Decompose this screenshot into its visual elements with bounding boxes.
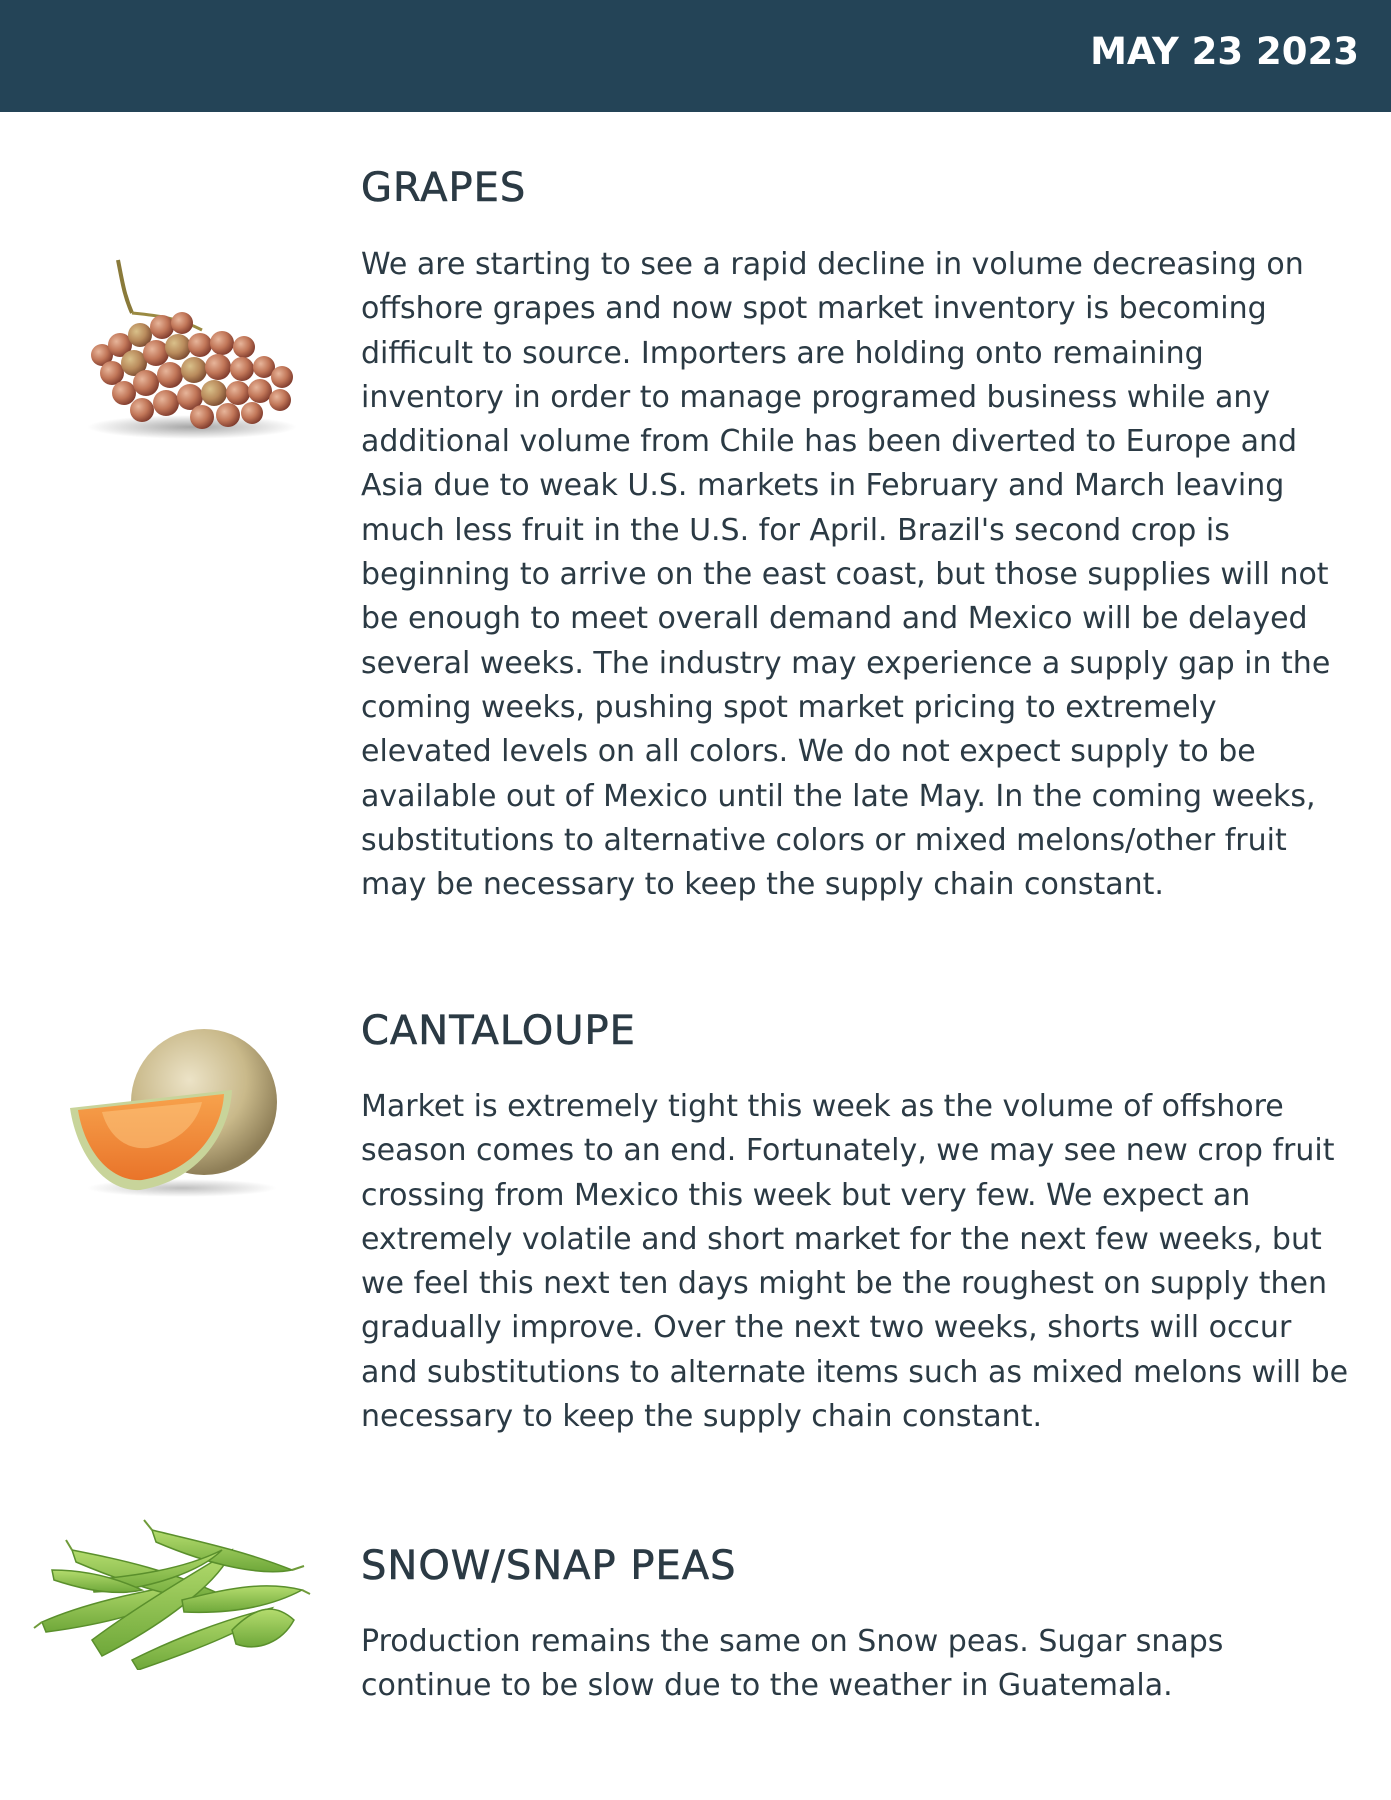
cantaloupe-body: Market is extremely tight this week as the volume of offshore season comes to an end. Fortunately, we may see new crop fruit crossing from Mexico this week but very few. We expect an extremely volatile and short market for the next few weeks, but we feel this next ten days might be the roughest on supply then gradually improve. Over the next two weeks, shorts will occur and substitutions to alternate items such as mixed melons will be necessary to keep the supply chain constant. xyxy=(361,1089,1349,1435)
snap-peas-image xyxy=(32,1510,312,1670)
grapes-body: We are starting to see a rapid decline in volume decreasing on offshore grapes and now spot market inventory is becoming difficult to source. Importers are holding onto remaining inventory in order to manage programed business while any additional volume from Chile has been diverted to Europe and Asia due to weak U.S. markets in February and March leaving much less fruit in the U.S. for April. Brazil's second crop is beginning to arrive on the east coast, but those supplies will not be enough to meet overall demand and Mexico will be delayed several weeks. The industry may experience a supply gap in the coming weeks, pushing spot market pricing to extremely elevated levels on all colors. We do not expect supply to be available out of Mexico until the late May. In the coming weeks, substitutions to alternative colors or mixed melons/other fruit may be necessary to keep the supply chain constant. xyxy=(361,247,1331,903)
cantaloupe-title: CANTALOUPE xyxy=(361,1008,636,1054)
grapes-title: GRAPES xyxy=(361,165,527,211)
snap-peas-body: Production remains the same on Snow peas. Sugar snaps continue to be slow due to the weather in Guatemala. xyxy=(361,1624,1224,1704)
grapes-image xyxy=(82,255,307,445)
header-bar xyxy=(0,0,1391,112)
snap-peas-title: SNOW/SNAP PEAS xyxy=(361,1543,737,1589)
report-date: MAY 23 2023 xyxy=(1090,30,1359,73)
cantaloupe-image xyxy=(62,1020,287,1200)
